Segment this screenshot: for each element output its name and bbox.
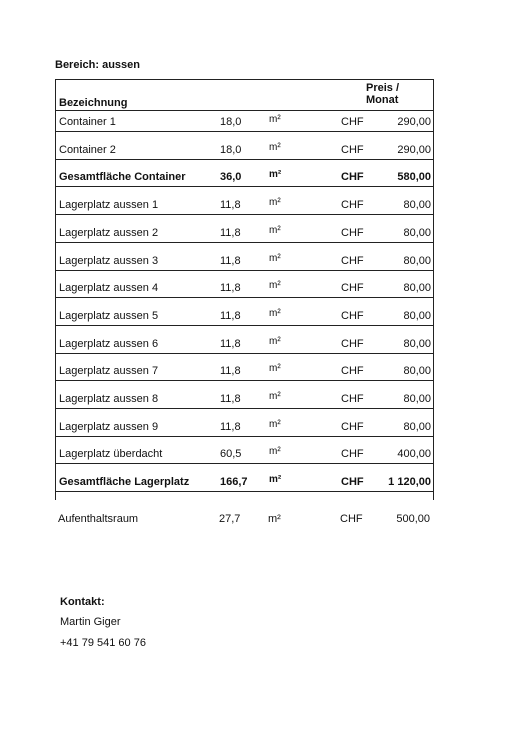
row-price: 80,00 (403, 199, 431, 212)
row-currency: CHF (341, 282, 364, 295)
table-row (56, 360, 433, 381)
extra-row-name: Aufenthaltsraum (58, 513, 139, 525)
row-price: 80,00 (403, 420, 431, 433)
table-row (56, 139, 433, 160)
row-price: 80,00 (403, 254, 431, 267)
row-currency: CHF (341, 143, 364, 156)
row-area: 11,8 (220, 365, 241, 378)
row-area: 11,8 (220, 226, 241, 239)
table-row (56, 111, 433, 132)
row-name: Container 2 (59, 143, 116, 156)
table-row (56, 333, 433, 354)
row-unit: m² (269, 335, 281, 347)
header-price-line2: Monat (366, 94, 399, 106)
row-currency: CHF (341, 254, 364, 267)
table-row (56, 443, 433, 464)
header-price-line1: Preis / (366, 82, 400, 94)
header-bezeichnung: Bezeichnung (59, 97, 128, 109)
row-currency: CHF (341, 476, 364, 489)
row-unit: m² (269, 197, 281, 209)
row-currency: CHF (341, 199, 364, 212)
table-row (56, 250, 433, 271)
row-price: 580,00 (397, 171, 431, 184)
row-name: Lagerplatz aussen 4 (59, 282, 159, 295)
row-name: Lagerplatz aussen 8 (59, 393, 159, 405)
row-currency: CHF (341, 393, 364, 405)
row-area: 11,8 (220, 254, 241, 267)
row-area: 60,5 (220, 448, 242, 461)
extra-row-unit: m² (268, 513, 281, 525)
row-area: 11,8 (220, 282, 241, 295)
row-unit: m² (269, 224, 281, 236)
row-area: 18,0 (220, 116, 242, 128)
table-row (56, 277, 433, 298)
table-row (56, 166, 433, 187)
row-price: 80,00 (403, 365, 431, 378)
row-unit: m² (269, 114, 281, 125)
row-name: Lagerplatz aussen 6 (59, 337, 159, 350)
row-unit: m² (269, 169, 282, 181)
row-name: Lagerplatz aussen 5 (59, 309, 159, 322)
row-name: Lagerplatz überdacht (59, 448, 163, 461)
row-price: 1 120,00 (388, 476, 431, 489)
row-price: 80,00 (403, 393, 431, 405)
contact-title: Kontakt: (60, 596, 105, 608)
row-price: 80,00 (403, 226, 431, 239)
row-area: 11,8 (220, 337, 241, 350)
row-area: 36,0 (220, 171, 242, 184)
row-price: 290,00 (397, 143, 431, 156)
row-currency: CHF (341, 116, 364, 128)
extra-row-currency: CHF (340, 513, 363, 525)
extra-row (55, 509, 432, 525)
row-price: 80,00 (403, 337, 431, 350)
table-header (56, 80, 433, 111)
row-unit: m² (269, 280, 281, 292)
row-unit: m² (269, 307, 281, 319)
row-name: Lagerplatz aussen 2 (59, 226, 159, 239)
row-name: Lagerplatz aussen 7 (59, 365, 159, 378)
row-area: 166,7 (220, 476, 248, 489)
row-currency: CHF (341, 309, 364, 322)
row-price: 290,00 (397, 116, 431, 128)
row-name: Gesamtfläche Container (59, 171, 186, 184)
row-price: 400,00 (397, 448, 431, 461)
row-name: Lagerplatz aussen 1 (59, 199, 159, 212)
row-area: 18,0 (220, 143, 242, 156)
table-row (56, 388, 433, 409)
row-unit: m² (269, 474, 282, 486)
section-title: Bereich: aussen (55, 59, 140, 71)
table-row (56, 222, 433, 243)
row-unit: m² (269, 391, 281, 402)
row-currency: CHF (341, 420, 364, 433)
row-currency: CHF (341, 226, 364, 239)
row-area: 11,8 (220, 199, 241, 212)
row-name: Lagerplatz aussen 9 (59, 420, 159, 433)
row-name: Lagerplatz aussen 3 (59, 254, 159, 267)
row-name: Gesamtfläche Lagerplatz (59, 476, 190, 489)
row-currency: CHF (341, 365, 364, 378)
row-unit: m² (269, 363, 281, 375)
row-unit: m² (269, 252, 281, 264)
row-area: 11,8 (220, 420, 241, 433)
table-row (56, 471, 433, 492)
price-table (55, 79, 434, 500)
header-price (366, 82, 399, 106)
contact-name: Martin Giger (60, 616, 121, 628)
contact-phone: +41 79 541 60 76 (60, 637, 146, 649)
table-row (56, 416, 433, 437)
table-row (56, 305, 433, 326)
row-area: 11,8 (220, 393, 241, 405)
extra-row-price: 500,00 (396, 513, 430, 525)
row-currency: CHF (341, 448, 364, 461)
extra-row-area: 27,7 (219, 513, 241, 525)
row-unit: m² (269, 418, 281, 430)
row-name: Container 1 (59, 116, 116, 128)
row-currency: CHF (341, 337, 364, 350)
row-price: 80,00 (403, 282, 431, 295)
row-price: 80,00 (403, 309, 431, 322)
table-row (56, 194, 433, 215)
row-currency: CHF (341, 171, 364, 184)
row-area: 11,8 (220, 309, 241, 322)
row-unit: m² (269, 446, 281, 458)
row-unit: m² (269, 141, 281, 153)
